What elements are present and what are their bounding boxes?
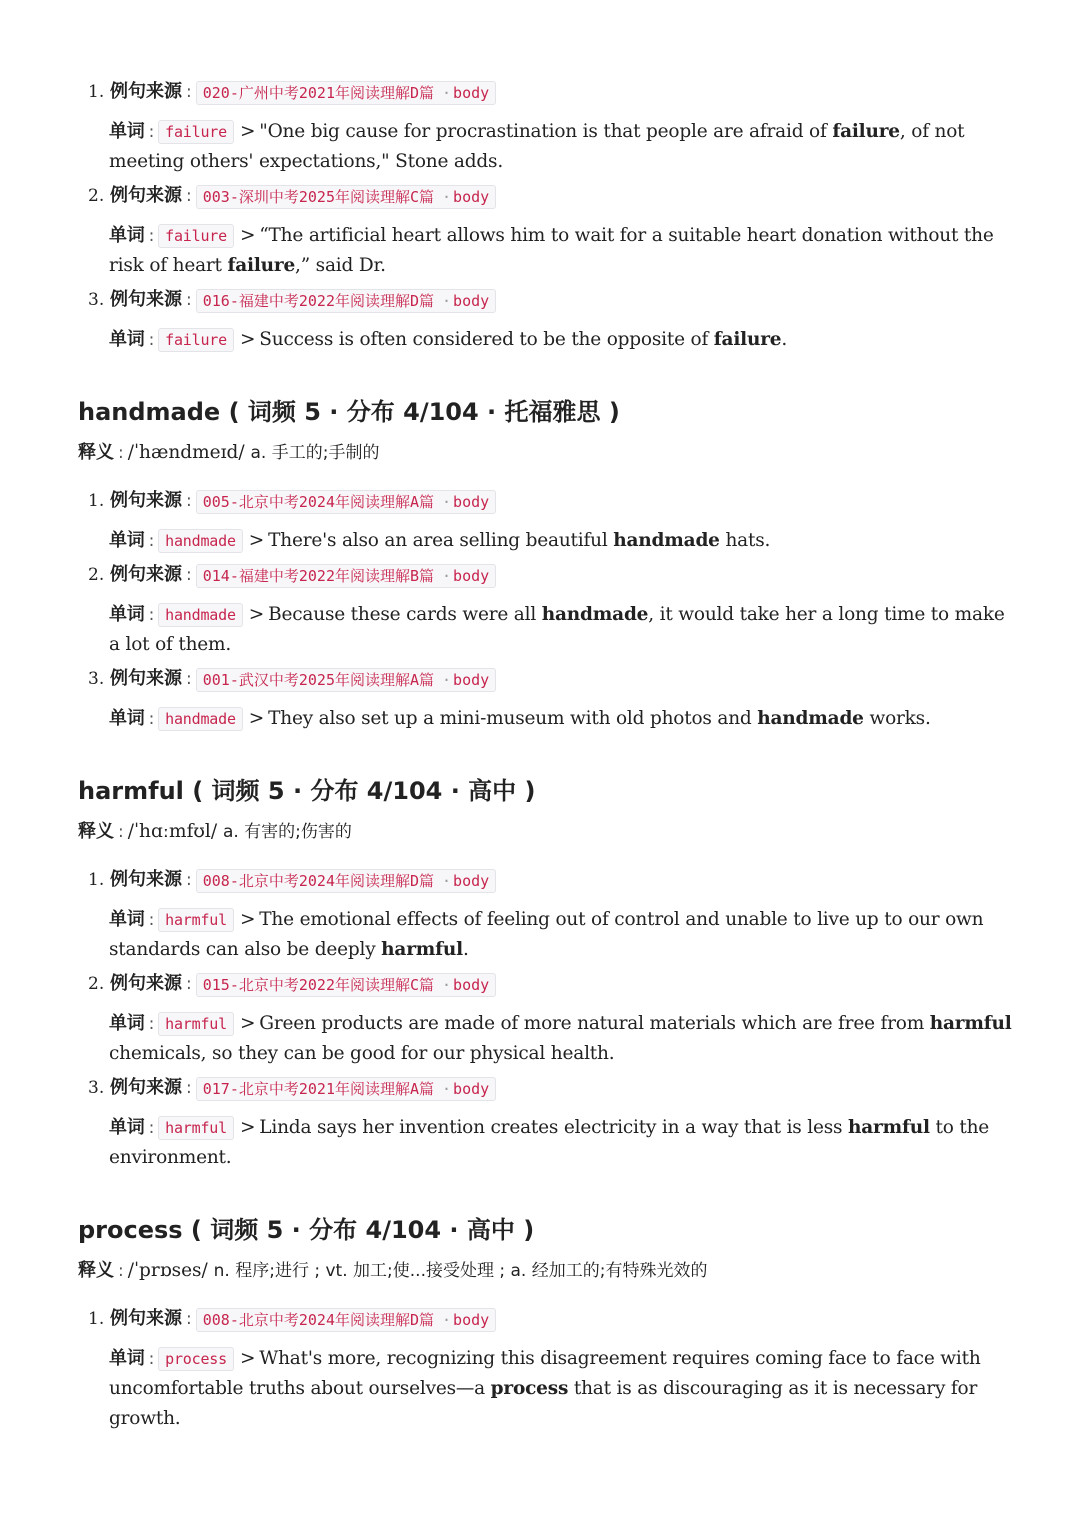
source-tag: body <box>453 566 490 585</box>
colon: : <box>148 531 155 551</box>
sentence-pre: Because these cards were all <box>268 604 542 625</box>
entry-heading: harmful ( 词频 5 · 分布 4/104 · 高中 ) <box>78 777 536 805</box>
source-label: 例句来源 <box>110 1077 182 1098</box>
word-label: 单词 <box>109 909 145 930</box>
example-item <box>88 868 1018 965</box>
meaning: n. 程序;进行 ; vt. 加工;使...接受处理 ; a. 经加工的;有特殊光效的 <box>213 1261 708 1281</box>
separator-dot: · <box>442 83 452 102</box>
source-code <box>196 81 496 105</box>
word-code: harmful <box>158 1012 234 1036</box>
word-line <box>109 325 1018 355</box>
source-label: 例句来源 <box>110 973 182 994</box>
source-text: 020-广州中考2021年阅读理解D篇 <box>202 83 435 102</box>
word-label: 单词 <box>109 1348 145 1369</box>
word-label: 单词 <box>109 1013 145 1034</box>
definition-line <box>78 819 352 845</box>
word-code: process <box>158 1347 234 1371</box>
word-code: harmful <box>158 908 234 932</box>
item-number: 2. <box>88 565 105 585</box>
colon: : <box>118 443 124 463</box>
colon: : <box>148 605 155 625</box>
example-item <box>88 184 1018 281</box>
word-code: harmful <box>158 1116 234 1140</box>
source-label: 例句来源 <box>110 564 182 585</box>
phonetic: /ˈhɑːmfʊl/ <box>127 821 218 842</box>
word-line <box>109 1009 1018 1069</box>
example-item <box>88 972 1018 1069</box>
source-text: 008-北京中考2024年阅读理解D篇 <box>202 1310 435 1329</box>
source-code <box>196 490 496 514</box>
sentence-post: ,” said Dr. <box>295 255 386 276</box>
source-code <box>196 564 496 588</box>
sentence-pre: The emotional effects of feeling out of control and unable to live up to our own standards can also be deeply <box>109 909 984 960</box>
source-tag: body <box>453 670 490 689</box>
source-label: 例句来源 <box>110 668 182 689</box>
source-text: 016-福建中考2022年阅读理解D篇 <box>202 291 435 310</box>
word-label: 单词 <box>109 1117 145 1138</box>
colon: : <box>186 669 192 689</box>
example-item <box>88 1307 1018 1434</box>
word-line <box>109 221 1018 281</box>
example-item <box>88 563 1018 660</box>
arrow: > <box>239 1117 256 1138</box>
arrow: > <box>239 225 256 246</box>
source-tag: body <box>453 291 490 310</box>
colon: : <box>148 910 155 930</box>
sentence-post: , of not meeting others' expectations," Stone adds. <box>109 121 965 172</box>
sentence-post: , it would take her a long time to make a lot of them. <box>109 604 1005 655</box>
example-item <box>88 667 1018 734</box>
source-line <box>88 972 1018 996</box>
sentence-keyword: failure <box>713 329 782 350</box>
source-line <box>88 184 1018 208</box>
word-label: 单词 <box>109 604 145 625</box>
colon: : <box>186 491 192 511</box>
separator-dot: · <box>442 670 452 689</box>
source-text: 001-武汉中考2025年阅读理解A篇 <box>202 670 435 689</box>
example-item <box>88 80 1018 177</box>
sentence-post: that is as discouraging as it is necessary for growth. <box>109 1378 978 1429</box>
word-label: 单词 <box>109 708 145 729</box>
source-label: 例句来源 <box>110 289 182 310</box>
item-number: 3. <box>88 290 105 310</box>
word-line <box>109 526 1018 556</box>
colon: : <box>186 290 192 310</box>
separator-dot: · <box>442 975 452 994</box>
word-line <box>109 704 1018 734</box>
source-text: 005-北京中考2024年阅读理解A篇 <box>202 492 435 511</box>
colon: : <box>186 565 192 585</box>
entry-heading: process ( 词频 5 · 分布 4/104 · 高中 ) <box>78 1216 535 1244</box>
word-label: 单词 <box>109 530 145 551</box>
source-line <box>88 80 1018 104</box>
source-code <box>196 668 496 692</box>
arrow: > <box>239 329 256 350</box>
meaning: a. 手工的;手制的 <box>250 443 380 463</box>
source-tag: body <box>453 83 490 102</box>
example-item <box>88 1076 1018 1173</box>
sentence-post: to the environment. <box>109 1117 990 1168</box>
separator-dot: · <box>442 187 452 206</box>
separator-dot: · <box>442 1310 452 1329</box>
colon: : <box>186 186 192 206</box>
example-item <box>88 288 1018 355</box>
word-line <box>109 1344 1018 1434</box>
sentence-keyword: failure <box>832 121 900 142</box>
arrow: > <box>239 1013 256 1034</box>
word-code: handmade <box>158 529 243 553</box>
source-tag: body <box>453 1310 490 1329</box>
phonetic: /ˈhændmeɪd/ <box>127 442 245 463</box>
source-line <box>88 563 1018 587</box>
sentence-keyword: harmful <box>929 1013 1012 1034</box>
source-code <box>196 185 496 209</box>
source-text: 017-北京中考2021年阅读理解A篇 <box>202 1079 435 1098</box>
word-code: failure <box>158 120 234 144</box>
source-line <box>88 288 1018 312</box>
item-number: 1. <box>88 491 105 511</box>
phonetic: /ˈprɒses/ <box>127 1260 208 1281</box>
definition-label: 释义 <box>78 442 114 463</box>
item-number: 3. <box>88 1078 105 1098</box>
source-line <box>88 1307 1018 1331</box>
item-number: 3. <box>88 669 105 689</box>
colon: : <box>186 870 192 890</box>
colon: : <box>148 1014 155 1034</box>
colon: : <box>186 974 192 994</box>
colon: : <box>118 822 124 842</box>
definition-line <box>78 1258 707 1284</box>
arrow: > <box>248 708 265 729</box>
sentence-pre: They also set up a mini-museum with old photos and <box>268 708 758 729</box>
sentence-keyword: failure <box>227 255 296 276</box>
source-text: 008-北京中考2024年阅读理解D篇 <box>202 871 435 890</box>
word-label: 单词 <box>109 329 145 350</box>
source-label: 例句来源 <box>110 490 182 511</box>
separator-dot: · <box>442 492 452 511</box>
arrow: > <box>239 121 256 142</box>
source-code <box>196 289 496 313</box>
source-code <box>196 973 496 997</box>
sentence-post: chemicals, so they can be good for our physical health. <box>109 1043 615 1064</box>
sentence-pre: Success is often considered to be the opposite of <box>259 329 714 350</box>
source-line <box>88 868 1018 892</box>
source-label: 例句来源 <box>110 185 182 206</box>
arrow: > <box>239 1348 256 1369</box>
sentence-pre: "One big cause for procrastination is that people are afraid of <box>259 121 833 142</box>
separator-dot: · <box>442 566 452 585</box>
colon: : <box>148 709 155 729</box>
source-code <box>196 1077 496 1101</box>
source-tag: body <box>453 871 490 890</box>
arrow: > <box>248 604 265 625</box>
source-line <box>88 1076 1018 1100</box>
sentence-keyword: handmade <box>613 530 720 551</box>
word-code: failure <box>158 224 234 248</box>
item-number: 1. <box>88 1309 105 1329</box>
item-number: 2. <box>88 974 105 994</box>
source-code <box>196 869 496 893</box>
sentence-pre: Linda says her invention creates electricity in a way that is less <box>259 1117 849 1138</box>
source-tag: body <box>453 975 490 994</box>
source-text: 003-深圳中考2025年阅读理解C篇 <box>202 187 435 206</box>
definition-label: 释义 <box>78 1260 114 1281</box>
sentence-keyword: handmade <box>757 708 864 729</box>
separator-dot: · <box>442 871 452 890</box>
sentence-keyword: harmful <box>381 939 463 960</box>
sentence-keyword: handmade <box>541 604 649 625</box>
separator-dot: · <box>442 291 452 310</box>
word-line <box>109 905 1018 965</box>
sentence-pre: There's also an area selling beautiful <box>268 530 614 551</box>
colon: : <box>186 1309 192 1329</box>
source-tag: body <box>453 187 490 206</box>
sentence-keyword: process <box>490 1378 569 1399</box>
arrow: > <box>239 909 256 930</box>
word-code: handmade <box>158 707 243 731</box>
word-label: 单词 <box>109 225 145 246</box>
sentence-post: . <box>462 939 469 960</box>
source-label: 例句来源 <box>110 81 182 102</box>
source-label: 例句来源 <box>110 869 182 890</box>
colon: : <box>148 330 155 350</box>
word-label: 单词 <box>109 121 145 142</box>
entry-heading: handmade ( 词频 5 · 分布 4/104 · 托福雅思 ) <box>78 398 620 426</box>
source-line <box>88 667 1018 691</box>
sentence-pre: What's more, recognizing this disagreement requires coming face to face with uncomfortable truths about ourselves—a <box>109 1348 981 1399</box>
separator-dot: · <box>442 1079 452 1098</box>
sentence-post: works. <box>863 708 931 729</box>
source-tag: body <box>453 492 490 511</box>
word-line <box>109 117 1018 177</box>
source-label: 例句来源 <box>110 1308 182 1329</box>
word-code: failure <box>158 328 234 352</box>
colon: : <box>148 1118 155 1138</box>
colon: : <box>148 1349 155 1369</box>
colon: : <box>118 1261 124 1281</box>
sentence-post: . <box>781 329 788 350</box>
meaning: a. 有害的;伤害的 <box>222 822 352 842</box>
colon: : <box>186 82 192 102</box>
word-line <box>109 1113 1018 1173</box>
word-line <box>109 600 1018 660</box>
definition-line <box>78 440 379 466</box>
definition-label: 释义 <box>78 821 114 842</box>
sentence-keyword: harmful <box>848 1117 930 1138</box>
colon: : <box>148 226 155 246</box>
source-line <box>88 489 1018 513</box>
item-number: 2. <box>88 186 105 206</box>
item-number: 1. <box>88 870 105 890</box>
arrow: > <box>248 530 265 551</box>
source-tag: body <box>453 1079 490 1098</box>
colon: : <box>148 122 155 142</box>
item-number: 1. <box>88 82 105 102</box>
sentence-pre: Green products are made of more natural materials which are free from <box>259 1013 930 1034</box>
source-text: 014-福建中考2022年阅读理解B篇 <box>202 566 435 585</box>
example-item <box>88 489 1018 556</box>
sentence-pre: “The artificial heart allows him to wait for a suitable heart donation without the risk of heart <box>109 225 994 276</box>
sentence-post: hats. <box>719 530 771 551</box>
colon: : <box>186 1078 192 1098</box>
source-text: 015-北京中考2022年阅读理解C篇 <box>202 975 435 994</box>
word-code: handmade <box>158 603 243 627</box>
source-code <box>196 1308 496 1332</box>
